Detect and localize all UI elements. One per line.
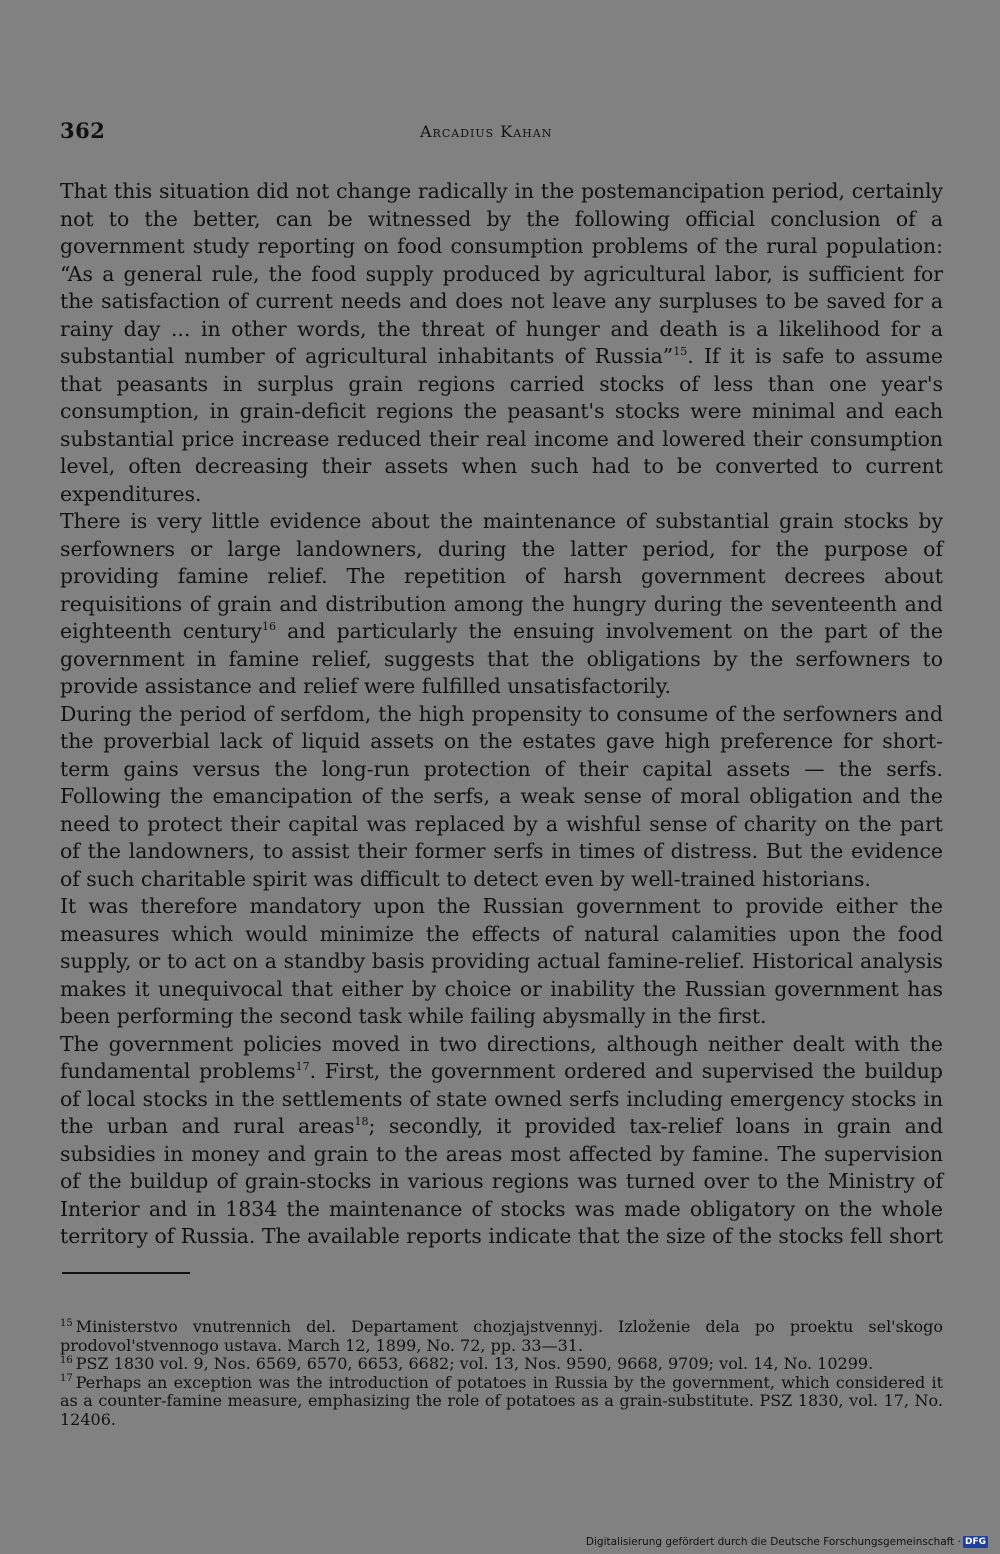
watermark-text: Digitalisierung gefördert durch die Deutsche Forschungsgemeinschaft · (585, 1536, 961, 1548)
footnote-ref-18: 18 (354, 1115, 369, 1129)
paragraph (60, 178, 943, 508)
paragraph (60, 701, 943, 894)
footnote-ref-17: 17 (295, 1060, 310, 1074)
footnote-number: 16 (60, 1354, 73, 1366)
running-head: Arcadius Kahan (420, 122, 553, 141)
text-span: and particularly the ensuing involvement on the part of the government in famine relief, suggests that the obligations by the serfowners to provide assistance and relief were fulfilled unsatisfactorily. (60, 619, 944, 698)
footnote-number: 15 (60, 1317, 73, 1329)
footnote-number: 17 (60, 1373, 73, 1385)
footnote (60, 1355, 943, 1374)
page-number: 362 (60, 118, 106, 143)
text-span: . First, the government ordered and supervised the buildup of local stocks in the settlements of state owned serfs including emergency stocks in the urban and rural areas (60, 1059, 943, 1138)
footnote (60, 1318, 943, 1355)
text-span: . If it is safe to assume that peasants in surplus grain regions carried stocks of less than one year's consumption, in grain-deficit regions the peasant's stocks were minimal and each substantial price increase reduced their real income and lowered their consumption level, often decreasing their assets when such had to be converted to current expenditures. (60, 344, 943, 506)
paragraph (60, 508, 943, 701)
digitization-watermark (586, 1536, 988, 1548)
footnote-text: PSZ 1830 vol. 9, Nos. 6569, 6570, 6653, 6682; vol. 13, Nos. 9590, 9668, 9709; vol. 14, No. 10299. (75, 1354, 874, 1374)
text-span: ; secondly, it provided tax-relief loans in grain and subsidies in money and grain to the areas most affected by famine. The supervision of the buildup of grain-stocks in various regions was turned over to the Ministry of Interior and in 1834 the maintenance of stocks was made obligatory on the whole territory of Russia. The available reports indicate that the size of the stocks fell short (60, 1114, 943, 1248)
text-span: During the period of serfdom, the high propensity to consume of the serfowners and the proverbial lack of liquid assets on the estates gave high preference for short-term gains versus the long-run protection of their capital assets — the serfs. Following the emancipation of the serfs, a weak sense of moral obligation and the need to protect their capital was replaced by a wishful sense of charity on the part of the landowners, to assist their former serfs in times of distress. But the evidence of such charitable spirit was difficult to detect even by well-trained historians. (60, 701, 943, 891)
text-span: There is very little evidence about the maintenance of substantial grain stocks by serfowners or large landowners, during the latter period, for the purpose of providing famine relief. The repetition of harsh government decrees about requisitions of grain and distribution among the hungry during the seventeenth and eighteenth century (60, 509, 943, 643)
dfg-logo: DFG (964, 1537, 986, 1547)
footnotes (60, 1318, 943, 1430)
text-span: The government policies moved in two directions, although neither dealt with the fundamental problems (60, 1031, 943, 1083)
body-text (60, 178, 943, 1251)
footnote-separator (62, 1272, 190, 1274)
page-header (60, 118, 943, 152)
paragraph (60, 1031, 943, 1251)
footnote-text: Perhaps an exception was the introduction of potatoes in Russia by the government, which considered it as a counter-famine measure, emphasizing the role of potatoes as a grain-substitute. PSZ 1830, vol. 17, No. 12406. (60, 1372, 943, 1429)
text-span: That this situation did not change radically in the postemancipation period, certainly not to the better, can be witnessed by the following official conclusion of a government study reporting on food consumption problems of the rural population: “As a general rule, the food supply produced by agricultural labor, is sufficient for the satisfaction of current needs and does not leave any surpluses to be saved for a rainy day ... in other words, the threat of hunger and death is a likelihood for a substantial number of agricultural inhabitants of Russia” (60, 179, 943, 368)
paragraph (60, 893, 943, 1031)
footnote (60, 1374, 943, 1430)
footnote-ref-15: 15 (673, 345, 688, 359)
footnote-text: Ministerstvo vnutrennich del. Departament chozjajstvennyj. Izloženie dela po proektu sel'skogo prodovol'stvennogo ustava. March 12, 1899, No. 72, pp. 33—31. (60, 1317, 943, 1355)
footnote-ref-16: 16 (261, 620, 276, 634)
text-span: It was therefore mandatory upon the Russian government to provide either the measures which would minimize the effects of natural calamities upon the food supply, or to act on a standby basis providing actual famine-relief. Historical analysis makes it unequivocal that either by choice or inability the Russian government has been performing the second task while failing abysmally in the first. (60, 894, 943, 1028)
